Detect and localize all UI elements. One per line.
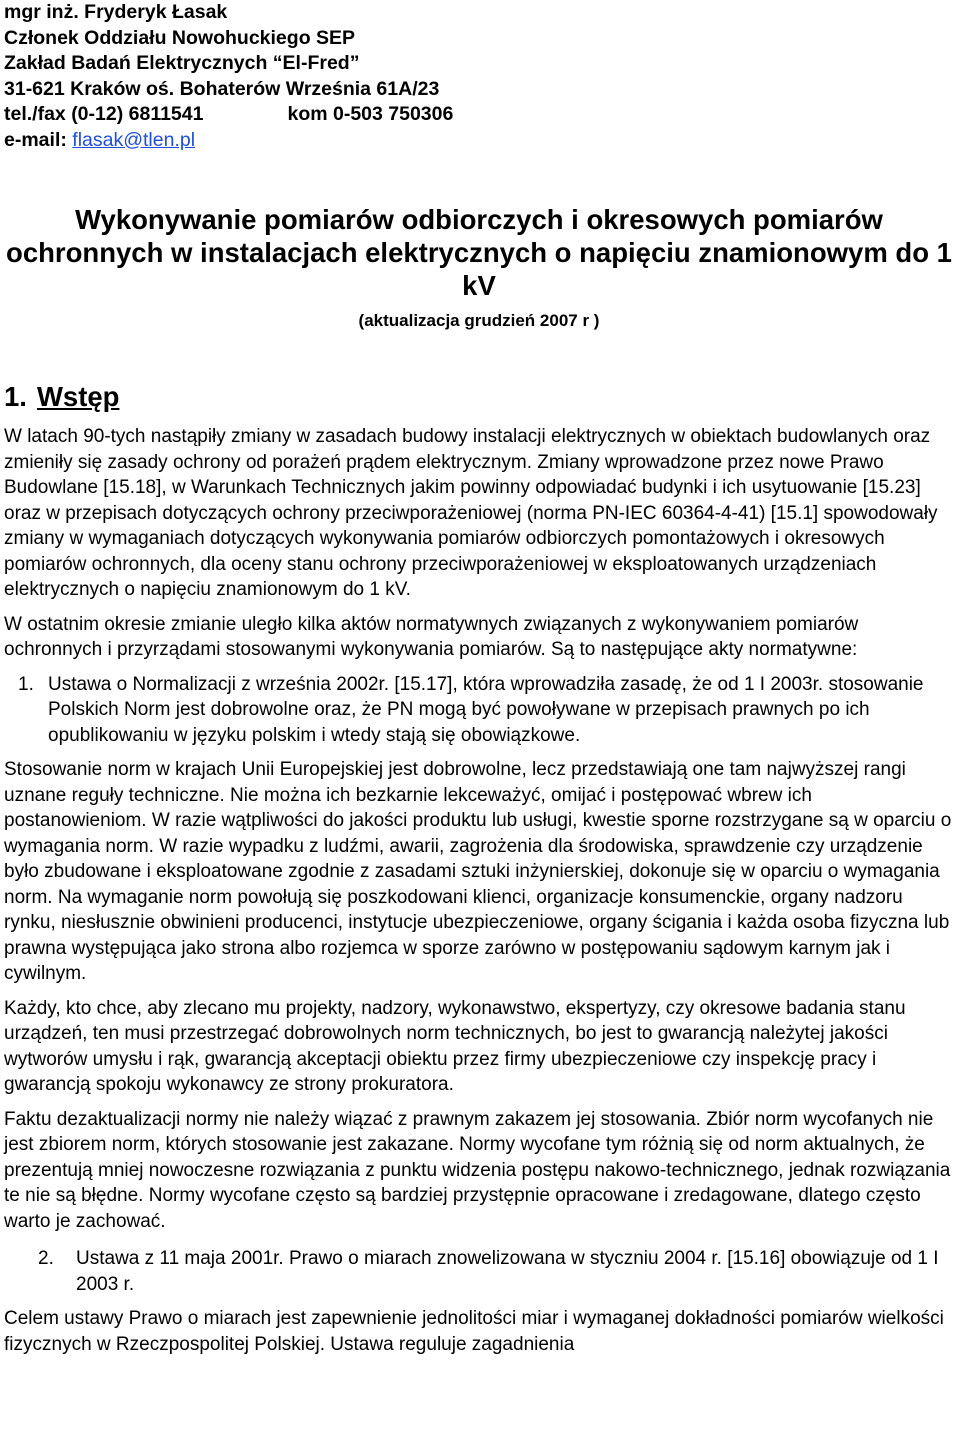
phone-number: tel./fax (0-12) 6811541	[4, 103, 204, 125]
normative-acts-list-1	[4, 672, 954, 749]
normative-acts-list-2	[4, 1246, 954, 1297]
list-item-number: 1.	[18, 673, 34, 695]
document-body	[4, 424, 954, 1357]
list-item-text: Ustawa z 11 maja 2001r. Prawo o miarach znowelizowana w styczniu 2004 r. [15.16] obowiązuje od 1 I 2003 r.	[76, 1248, 939, 1295]
email-link[interactable]: flasak@tlen.pl	[72, 128, 196, 151]
mobile-number: kom 0-503 750306	[287, 103, 454, 125]
paragraph-eu-standards: Stosowanie norm w krajach Unii Europejskiej jest dobrowolne, lecz przedstawiają one tam najwyższej rangi uznane reguły techniczne. Nie można ich bezkarnie lekceważyć, omijać i postępować wbrew ich postanowieniom. W razie wątpliwości do jakości produktu lub usługi, kwestie sporne rozstrzygane są w oparciu o wymagania norm. W razie wypadku z ludźmi, awarii, zagrożenia dla środowiska, sprawdzenie czy urządzenie było zbudowane i eksploatowane zgodnie z zasadami sztuki inżynierskiej, dokonuje się w oparciu o wymagania norm. Na wymaganie norm powołują się poszkodowani klienci, organizacje konsumenckie, organy nadzoru rynku, niesłusznie obwinieni producenci, instytucje ubezpieczeniowe, organy ścigania i każda osoba fizyczna lub prawna występująca jako strona albo rozjemca w sporze zarówno w postępowaniu sądowym karnym jak i cywilnym.	[4, 759, 952, 984]
list-item	[18, 672, 954, 749]
company-name: Zakład Badań Elektrycznych “El-Fred”	[4, 52, 360, 74]
paragraph-normative-acts: W ostatnim okresie zmianie uległo kilka aktów normatywnych związanych z wykonywaniem pomiarów ochronnych i przyrządami stosowanymi wykonywania pomiarów. Są to następujące akty normatywne:	[4, 613, 859, 660]
author-header	[4, 0, 954, 153]
list-item-number: 2.	[38, 1248, 54, 1269]
paragraph-intro: W latach 90-tych nastąpiły zmiany w zasadach budowy instalacji elektrycznych w obiektach budowlanych oraz zmieniły się zasady ochrony od porażeń prądem elektrycznym. Zmiany wprowadzone przez nowe Prawo Budowlane [15.18], w Warunkach Technicznych jakim powinny odpowiadać budynki i ich usytuowanie [15.23] oraz w przepisach dotyczących ochrony przeciwporażeniowej (norma PN-IEC 60364-4-41) [15.1] spowodowały zmiany w wymaganiach dotyczących wykonywania pomiarów odbiorczych pomontażowych i okresowych pomiarów ochronnych, dla oceny stanu ochrony przeciwporażeniowej w eksploatowanych urządzeniach elektrycznych o napięciu znamionowym do 1 kV.	[4, 426, 938, 600]
author-role: Członek Oddziału Nowohuckiego SEP	[4, 26, 356, 49]
section-heading	[4, 380, 954, 414]
section-title: Wstęp	[36, 381, 120, 412]
company-address: 31-621 Kraków oś. Bohaterów Września 61A/23	[4, 77, 440, 100]
document-title: Wykonywanie pomiarów odbiorczych i okresowych pomiarów ochronnych w instalacjach elektrycznych o napięciu znamionowym do 1 kV	[6, 204, 952, 301]
email-line	[4, 128, 954, 154]
list-item	[38, 1246, 954, 1297]
document-subtitle: (aktualizacja grudzień 2007 r )	[358, 311, 600, 330]
paragraph-contractors: Każdy, kto chce, aby zlecano mu projekty, nadzory, wykonawstwo, ekspertyzy, czy okresowe badania stanu urządzeń, ten musi przestrzegać dobrowolnych norm technicznych, bo jest to gwarancją należytej jakości wytworów umysłu i rąk, gwarancją akceptacji obiektu przez firmy ubezpieczeniowe czy inspekcję pracy i gwarancją spokoju wykonawcy ze strony prokuratora.	[4, 997, 906, 1095]
phone-line	[4, 102, 954, 128]
section-number: 1.	[4, 381, 27, 412]
paragraph-metrology-law: Celem ustawy Prawo o miarach jest zapewnienie jednolitości miar i wymaganej dokładności pomiarów wielkości fizycznych w Rzeczpospolitej Polskiej. Ustawa reguluje zagadnienia	[4, 1308, 944, 1355]
paragraph-withdrawn-standards: Faktu dezaktualizacji normy nie należy wiązać z prawnym zakazem jej stosowania. Zbiór norm wycofanych nie jest zbiorem norm, których stosowanie jest zakazane. Normy wycofane tym różnią się od norm aktualnych, że prezentują mniej nowoczesne rozwiązania z punktu widzenia postępu nakowo-technicznego, jednak rozwiązania te nie są błędne. Normy wycofane często są bardziej przystępnie opracowane i zredagowane, dlatego często warto je zachować.	[4, 1108, 951, 1232]
email-label: e-mail:	[4, 128, 67, 151]
author-name: mgr inż. Fryderyk Łasak	[4, 1, 228, 23]
list-item-text: Ustawa o Normalizacji z września 2002r. [15.17], która wprowadziła zasadę, że od 1 I 2003r. stosowanie Polskich Norm jest dobrowolne oraz, że PN mogą być powoływane w przepisach prawnych po ich opublikowaniu w języku polskim i wtedy stają się obowiązkowe.	[48, 673, 924, 746]
